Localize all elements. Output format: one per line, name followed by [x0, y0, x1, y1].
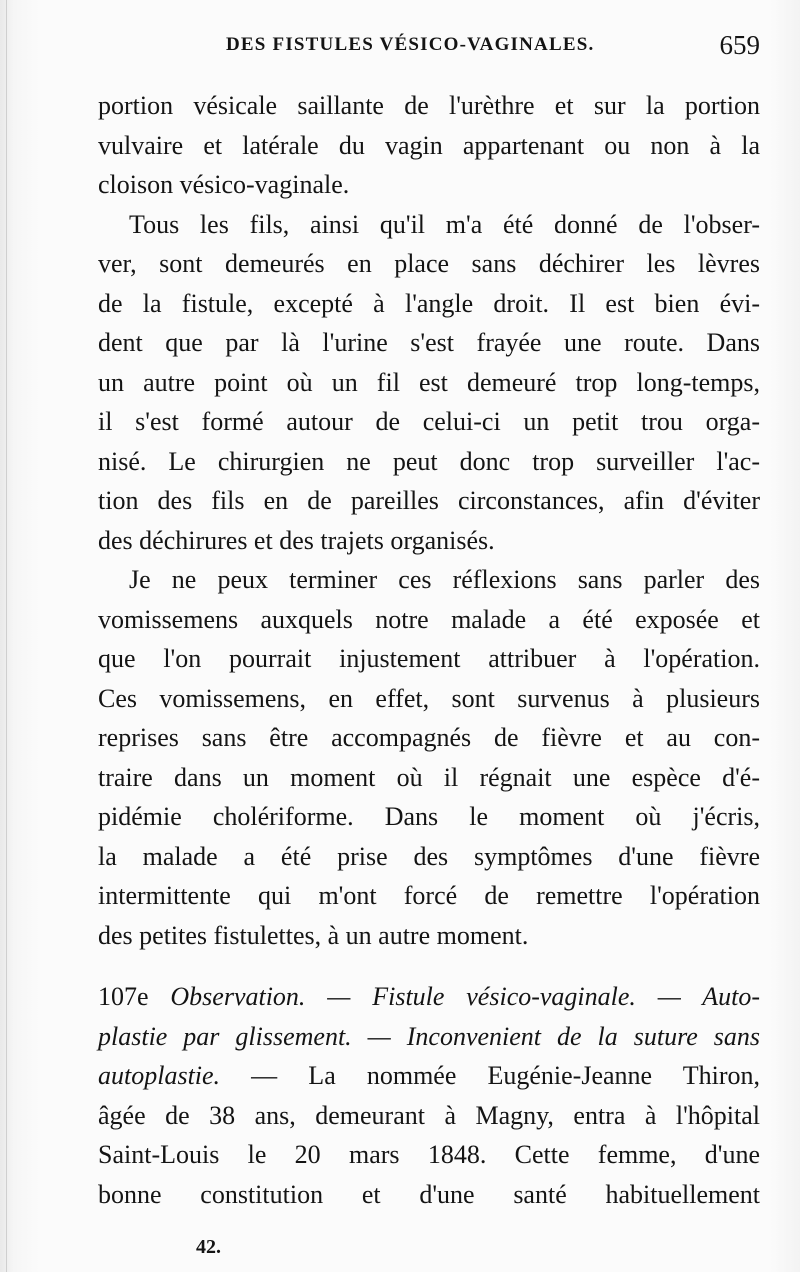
text-line: reprises sans être accompagnés de fièvre et au con-	[98, 723, 760, 752]
body-text	[98, 86, 760, 1214]
text-line: ver, sont demeurés en place sans déchirer les lèvres	[98, 249, 760, 278]
text-line: il s'est formé autour de celui-ci un petit trou orga-	[98, 407, 760, 436]
text-line: cloison vésico-vaginale.	[98, 170, 350, 199]
signature-mark: 42.	[196, 1236, 221, 1258]
text-line: traire dans un moment où il régnait une espèce d'é-	[98, 762, 760, 792]
text-line: bonne constitution et d'une santé habituellement	[98, 1179, 760, 1209]
text-line: tion des fils en de pareilles circonstances, afin d'éviter	[98, 486, 760, 515]
text-line: vomissemens auxquels notre malade a été exposée et	[98, 604, 760, 634]
observation-heading-line-3	[98, 1056, 760, 1096]
observation-text-start: — La nommée Eugénie-Jeanne Thiron,	[220, 1061, 760, 1090]
text-line: nisé. Le chirurgien ne peut donc trop surveiller l'ac-	[98, 446, 760, 476]
page-header	[98, 30, 760, 70]
observation-number: 107e	[98, 982, 149, 1011]
text-line: vulvaire et latérale du vagin appartenant ou non à la	[98, 130, 760, 160]
text-line: un autre point où un fil est demeuré trop long-temps,	[98, 367, 760, 397]
page-edge	[6, 0, 7, 1272]
observation-title-end: autoplastie.	[98, 1061, 221, 1090]
text-line: Ces vomissemens, en effet, sont survenus à plusieurs	[98, 683, 760, 713]
paragraph-2	[98, 205, 760, 561]
text-line: Je ne peux terminer ces réflexions sans parler des	[129, 565, 760, 594]
section-gap	[98, 955, 760, 977]
observation-paragraph	[98, 977, 760, 1214]
page-number: 659	[719, 30, 760, 60]
paragraph-1	[98, 86, 760, 205]
text-line: portion vésicale saillante de l'urèthre et sur la portion	[98, 91, 760, 120]
text-line: des déchirures et des trajets organisés.	[98, 525, 495, 555]
text-line: Saint-Louis le 20 mars 1848. Cette femme, d'une	[98, 1140, 760, 1169]
text-line: la malade a été prise des symptômes d'une fièvre	[98, 841, 760, 871]
text-line: Tous les fils, ainsi qu'il m'a été donné de l'obser-	[129, 209, 760, 239]
text-line: de la fistule, excepté à l'angle droit. Il est bien évi-	[98, 288, 760, 318]
text-line: pidémie cholériforme. Dans le moment où j'écris,	[98, 802, 760, 831]
observation-title: Observation. — Fistule vésico-vaginale. — Auto-	[170, 982, 760, 1011]
text-line: intermittente qui m'ont forcé de remettre l'opération	[98, 881, 760, 910]
text-line: dent que par là l'urine s'est frayée une route. Dans	[98, 328, 760, 357]
text-line: âgée de 38 ans, demeurant à Magny, entra à l'hôpital	[98, 1100, 760, 1130]
observation-heading-line-2: plastie par glissement. — Inconvenient de la suture sans	[98, 1021, 760, 1051]
text-line: des petites fistulettes, à un autre moment.	[98, 920, 529, 950]
text-line: que l'on pourrait injustement attribuer à l'opération.	[98, 644, 760, 673]
paragraph-3	[98, 560, 760, 955]
running-title: DES FISTULES VÉSICO-VAGINALES.	[226, 34, 595, 55]
observation-heading-line	[98, 977, 760, 1017]
